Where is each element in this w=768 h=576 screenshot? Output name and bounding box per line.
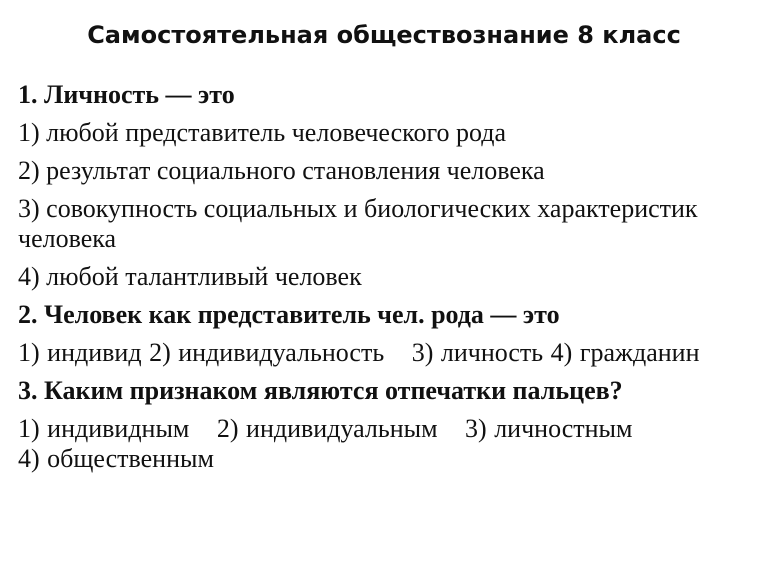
question-1: 1. Личность — это bbox=[18, 80, 235, 109]
question-2: 2. Человек как представитель чел. рода — это bbox=[18, 300, 560, 329]
question-2-answer-4: гражданин bbox=[579, 338, 700, 367]
question-3: 3. Каким признаком являются отпечатки пальцев? bbox=[18, 376, 623, 405]
question-3-answers bbox=[18, 414, 753, 474]
page-title: Самостоятельная обществознание 8 класс bbox=[87, 21, 681, 49]
question-3-answer-4: 4) общественным bbox=[18, 444, 214, 473]
question-2-answer-2: 2) индивидуальность bbox=[149, 338, 385, 367]
question-1-answer-3: 3) совокупность социальных и биологических характеристик человека bbox=[18, 194, 698, 253]
question-3-answer-1: 1) индивидным bbox=[18, 414, 190, 443]
question-3-answer-3: 3) личностным bbox=[465, 414, 633, 443]
question-1-answer-2: 2) результат социального становления человека bbox=[18, 156, 545, 185]
question-1-answer-1: 1) любой представитель человеческого рода bbox=[18, 118, 506, 147]
question-3-answer-2: 2) индивидуальным bbox=[216, 414, 438, 443]
question-1-answer-4: 4) любой талантливый человек bbox=[18, 262, 362, 291]
question-2-answer-1: 1) индивид bbox=[18, 338, 142, 367]
question-list bbox=[18, 80, 753, 482]
question-2-answers: 1) индивид 2) индивидуальность 3) личность 4) гражданин bbox=[18, 338, 700, 367]
question-2-answer-3: 3) личность bbox=[411, 338, 544, 367]
